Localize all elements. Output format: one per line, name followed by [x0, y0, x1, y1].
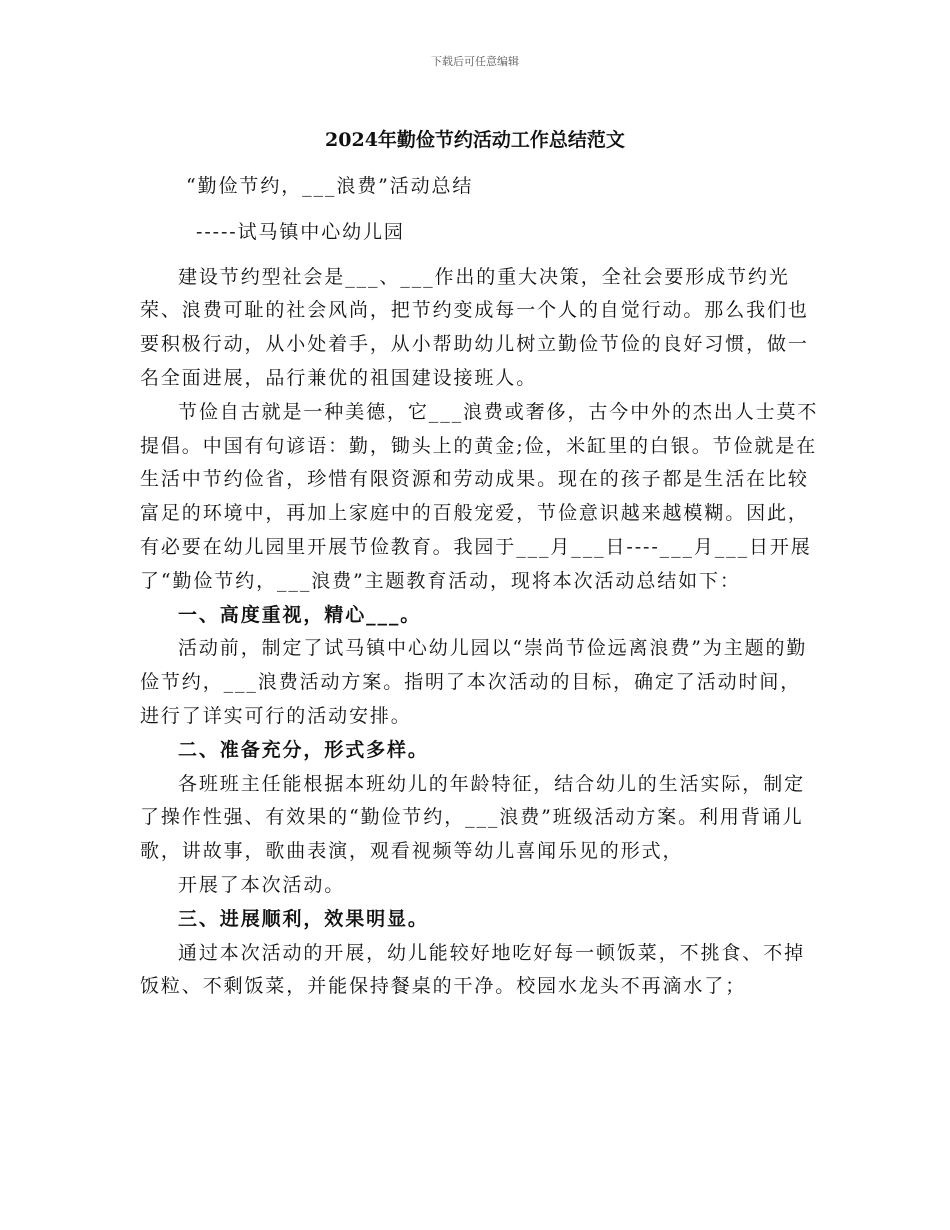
subtitle: “勤俭节约，___浪费”活动总结: [186, 175, 474, 197]
document-body: [140, 170, 820, 1004]
document-title: 2024年勤俭节约活动工作总结范文: [325, 129, 625, 151]
paragraph-intro: 建设节约型社会是___、___作出的重大决策，全社会要形成节约光荣、浪费可耻的社会风尚，把节约变成每一个人的自觉行动。那么我们也要积极行动，从小处着手，从小帮助幼儿树立勤俭节俭的良好习惯，做一名全面进展，品行兼优的祖国建设接班人。: [140, 265, 809, 389]
paragraph-section-1: 活动前，制定了试马镇中心幼儿园以“崇尚节俭远离浪费”为主题的勤俭节约，___浪费活动方案。指明了本次活动的目标，确定了活动时间，进行了详实可行的活动安排。: [140, 637, 808, 727]
section-heading-1: 一、高度重视，精心___。: [178, 603, 422, 626]
paragraph-section-2-continued: 开展了本次活动。: [178, 873, 346, 896]
page-header: 下载后可任意编辑: [431, 55, 519, 68]
section-heading-2: 二、准备充分，形式多样。: [178, 738, 429, 761]
organization-line: -----试马镇中心幼儿园: [196, 220, 405, 243]
paragraph-background: 节俭自古就是一种美德，它___浪费或奢侈，古今中外的杰出人士莫不提倡。中国有句谚语：勤，锄头上的黄金;俭，米缸里的白银。节俭就是在生活中节约俭省，珍惜有限资源和劳动成果。现在的孩子都是生活在比较富足的环境中，再加上家庭中的百般宠爱，节俭意识越来越模糊。因此，有必要在幼儿园里开展节俭教育。我园于___月___日----___月___日开展了“勤俭节约，___浪费”主题教育活动，现将本次活动总结如下：: [140, 400, 819, 592]
paragraph-section-3: 通过本次活动的开展，幼儿能较好地吃好每一顿饭菜，不挑食、不掉饭粒、不剩饭菜，并能保持餐桌的干净。校园水龙头不再滴水了；: [140, 941, 806, 998]
paragraph-section-2: 各班班主任能根据本班幼儿的年龄特征，结合幼儿的生活实际，制定了操作性强、有效果的“勤俭节约，___浪费”班级活动方案。利用背诵儿歌，讲故事，歌曲表演，观看视频等幼儿喜闻乐见的形式，: [140, 772, 806, 863]
section-heading-3: 三、进展顺利，效果明显。: [178, 907, 429, 930]
